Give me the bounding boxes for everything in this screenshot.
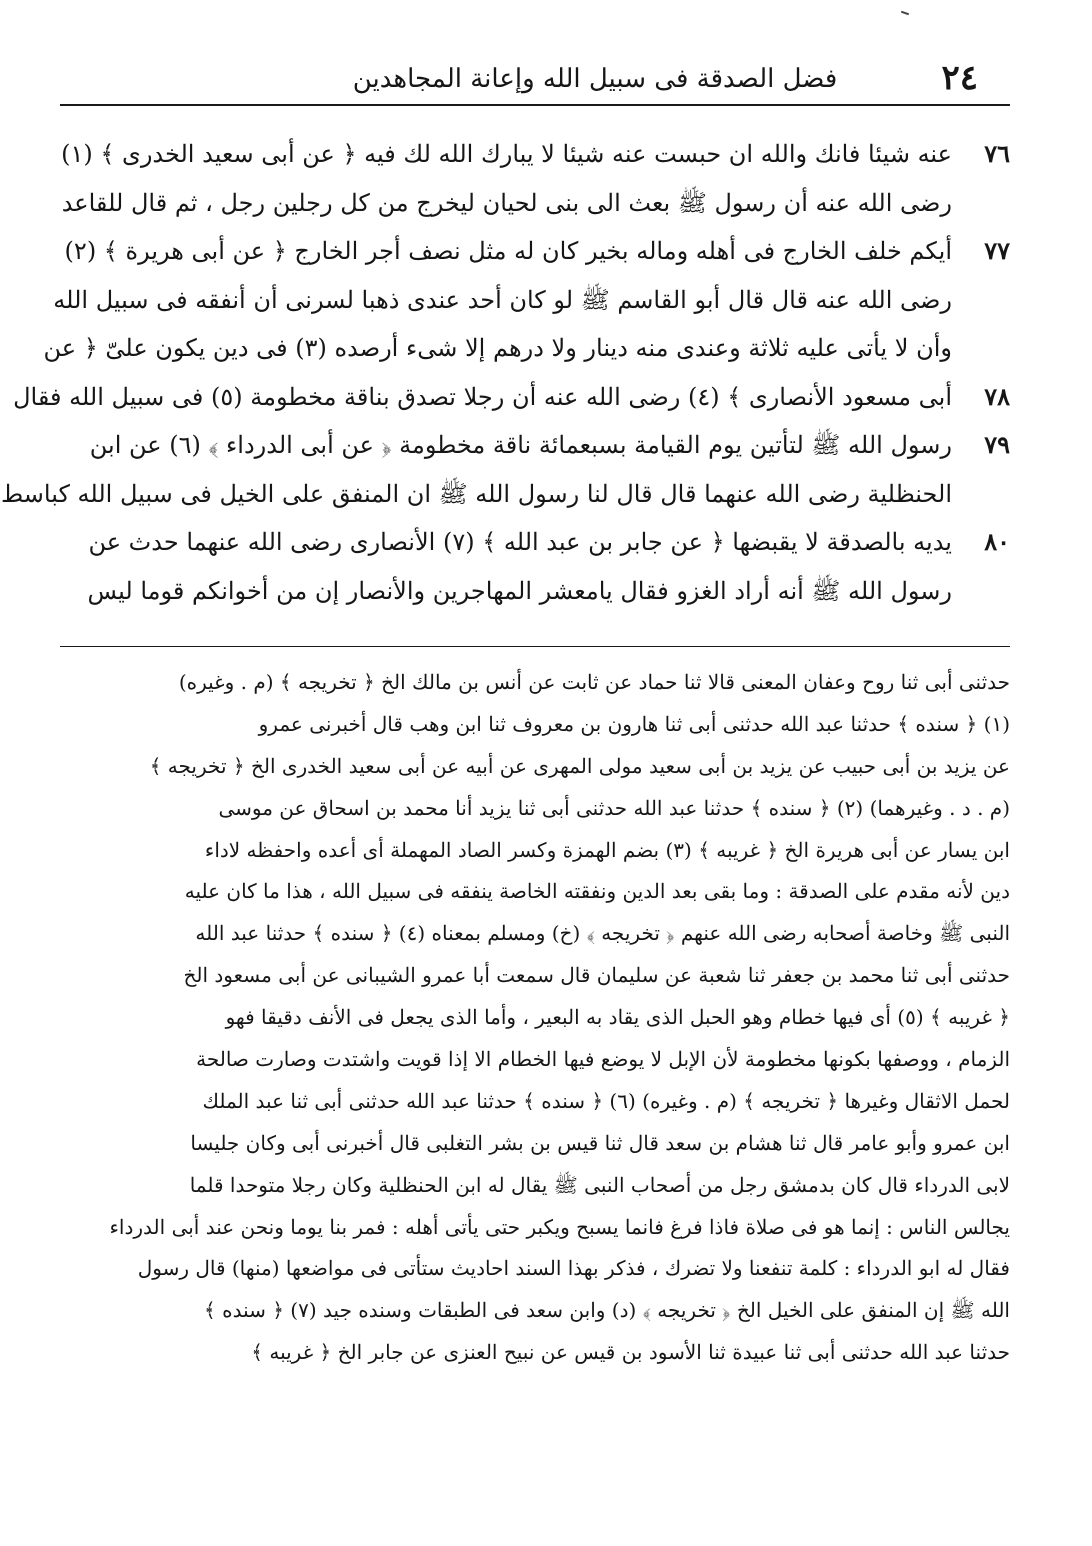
text-line: [13, 373, 1010, 422]
text-line: [60, 421, 1010, 470]
footnote-line: الزمام ، ووصفها بكونها مخطومة لأن الإبل لا يوضع فيها الخطام الا إذا قويت واشتدت وصارت صالحة: [196, 1047, 1010, 1072]
text-line: [60, 179, 1010, 228]
hadith-number: ٧٧: [984, 236, 1010, 265]
line-text: وأن لا يأتى عليه ثلاثة وعندى منه دينار ولا درهم إلا شىء أرصده (٣) فى دين يكون علىّ ﴿ عن: [43, 334, 952, 362]
line-text: أبى مسعود الأنصارى ﴾ (٤) رضى الله عنه أن رجلا تصدق بناقة مخطومة (٥) فى سبيل الله فقال: [13, 382, 952, 411]
text-line: [60, 227, 1010, 276]
hadith-number: ٧٨: [984, 381, 1010, 411]
footnote-line: عن يزيد بن أبى حبيب عن يزيد بن أبى سعيد مولى المهرى عن أبيه عن أبى سعيد الخدرى الخ ﴿ تخريجه ﴾: [149, 753, 1010, 778]
footnote-line: الله ﷺ إن المنفق على الخيل الخ ﴿ تخريجه ﴾ (د) وابن سعد فى الطبقات وسنده جيد (٧) ﴿ سنده ﴾: [204, 1298, 1010, 1323]
footnote-line: لابى الدرداء قال كان بدمشق رجل من أصحاب النبى ﷺ يقال له ابن الحنظلية وكان رجلا متوحدا قلما: [189, 1172, 1010, 1197]
line-text: رضى الله عنه أن رسول ﷺ بعث الى بنى لحيان ليخرج من كل رجلين رجل ، ثم قال للقاعد: [61, 188, 952, 217]
line-text: أيكم خلف الخارج فى أهله وماله بخير كان له مثل نصف أجر الخارج ﴿ عن أبى هريرة ﴾ (٢): [64, 237, 952, 265]
footnote-line: لحمل الاثقال وغيرها ﴿ تخريجه ﴾ (م . وغيره) (٦) ﴿ سنده ﴾ حدثنا عبد الله حدثنى أبى ثنا عبد الملك: [202, 1088, 1010, 1113]
footnote-line: فقال له ابو الدرداء : كلمة تنفعنا ولا تضرك ، فذكر بهذا السند احاديث ستأتى فى مواضعها (منها) قال رسول: [137, 1256, 1010, 1281]
page-number: ٢٤: [941, 58, 978, 98]
text-line: [60, 130, 1010, 179]
text-line: [53, 276, 1010, 325]
footnote-line: (١) ﴿ سنده ﴾ حدثنا عبد الله حدثنى أبى ثنا هارون بن معروف ثنا ابن وهب قال أخبرنى عمرو: [258, 711, 1010, 736]
line-text: يديه بالصدقة لا يقبضها ﴿ عن جابر بن عبد الله ﴾ (٧) الأنصارى رضى الله عنهما حدث عن: [88, 528, 952, 556]
hadith-number: ٧٦: [984, 139, 1010, 168]
footnote-line: حدثنا عبد الله حدثنى أبى ثنا عبيدة ثنا الأسود بن قيس عن نبيح العنزى عن جابر الخ ﴿ غريبه ﴾: [251, 1340, 1010, 1365]
scan-mark: [901, 11, 909, 16]
footnotes: [60, 662, 1010, 1374]
line-text: رضى الله عنه قال قال أبو القاسم ﷺ لو كان أحد عندى ذهبا لسرنى أن أنفقه فى سبيل الله: [53, 285, 952, 314]
text-line: [1, 470, 1010, 519]
line-text: رسول الله ﷺ أنه أراد الغزو فقال يامعشر المهاجرين والأنصار إن من أخوانكم قوما ليس: [87, 576, 952, 605]
line-text: الحنظلية رضى الله عنهما قال قال لنا رسول الله ﷺ ان المنفق على الخيل فى سبيل الله كباسط: [1, 479, 952, 508]
hadith-number: ٧٩: [984, 430, 1010, 459]
footnote-line: ﴿ غريبه ﴾ (٥) أى فيها خطام وهو الحبل الذى يقاد به البعير ، وأما الذى يجعل فى الأنف دقيقا فهو: [225, 1005, 1010, 1030]
running-title: فضل الصدقة فى سبيل الله وإعانة المجاهدين: [352, 64, 838, 94]
footnote-line: حدثنى أبى ثنا روح وعفان المعنى قالا ثنا حماد عن ثابت عن أنس بن مالك الخ ﴿ تخريجه ﴾ (م . وغيره): [178, 670, 1010, 694]
footnote-line: (م . د . وغيرهما) (٢) ﴿ سنده ﴾ حدثنا عبد الله حدثنى أبى ثنا يزيد أنا محمد بن اسحاق عن موسى: [218, 795, 1010, 820]
hadith-number: ٨٠: [984, 527, 1010, 556]
page-header: [60, 58, 1010, 102]
footnote-line: النبى ﷺ وخاصة أصحابه رضى الله عنهم ﴿ تخريجه ﴾ (خ) ومسلم بمعناه (٤) ﴿ سنده ﴾ حدثنا عبد الله: [195, 921, 1010, 946]
line-text: رسول الله ﷺ لتأتين يوم القيامة بسبعمائة ناقة مخطومة ﴿ عن أبى الدرداء ﴾ (٦) عن ابن: [89, 431, 952, 459]
main-text: [1, 130, 1010, 615]
line-text: عنه شيئا فانك والله ان حبست عنه شيئا لا يبارك الله لك فيه ﴿ عن أبى سعيد الخدرى ﴾ (١): [61, 140, 952, 168]
header-rule: [60, 104, 1010, 106]
text-line: [43, 324, 1010, 373]
footnote-line: ابن يسار عن أبى هريرة الخ ﴿ غريبه ﴾ (٣) بضم الهمزة وكسر الصاد المهملة أى أعده واحفظه لاداء: [204, 837, 1010, 862]
footnote-separator: [60, 646, 1010, 647]
footnote-line: ابن عمرو وأبو عامر قال ثنا هشام بن سعد قال ثنا قيس بن بشر التغلبى قال أخبرنى أبى وكان جليسا: [190, 1130, 1010, 1155]
footnote-line: دين لأنه مقدم على الصدقة : وما بقى بعد الدين ونفقته الخاصة ينفقه فى سبيل الله ، هذا ما كان عليه: [184, 879, 1010, 904]
footnote-line: يجالس الناس : إنما هو فى صلاة فاذا فرغ فانما يسبح ويكبر حتى يأتى أهله : فمر بنا يوما ونحن عند أبى الدرداء: [109, 1214, 1010, 1239]
text-line: [60, 518, 1010, 567]
footnote-line: حدثنى أبى ثنا محمد بن جعفر ثنا شعبة عن سليمان قال سمعت أبا عمرو الشيبانى عن أبى مسعود الخ: [183, 963, 1010, 988]
text-line: [60, 567, 1010, 616]
